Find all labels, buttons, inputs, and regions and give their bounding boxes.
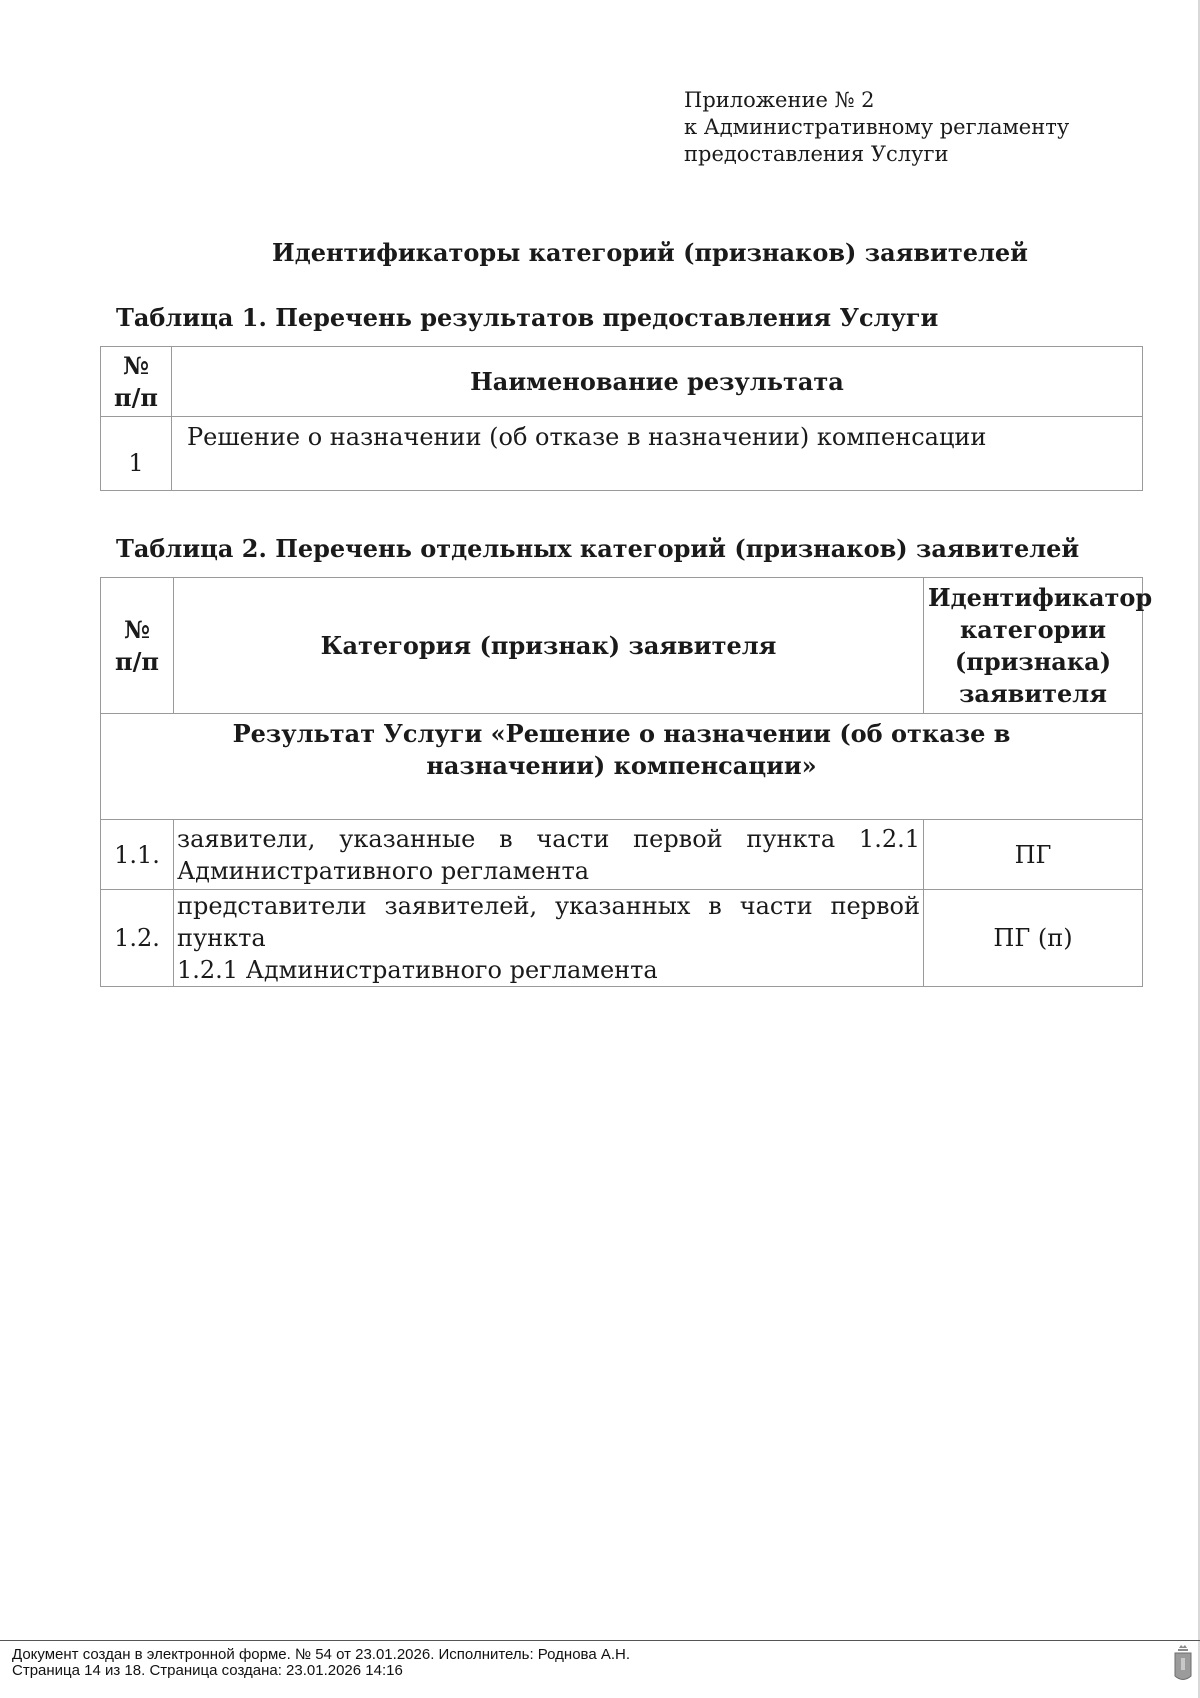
header-category: Категория (признак) заявителя <box>174 578 924 714</box>
row-category <box>174 890 924 987</box>
row-category-line-2: 1.2.1 Административного регламента <box>177 956 658 984</box>
row-num: 1.2. <box>101 890 174 987</box>
appendix-line-1: Приложение № 2 <box>684 88 875 112</box>
appendix-line-3: предоставления Услуги <box>684 142 949 166</box>
table1-caption: Таблица 1. Перечень результатов предоставления Услуги <box>116 303 939 332</box>
row-identifier: ПГ <box>924 820 1143 890</box>
table2-caption: Таблица 2. Перечень отдельных категорий (признаков) заявителей <box>116 534 1080 563</box>
table-row <box>101 820 1143 890</box>
row-category-line-1: представители заявителей, указанных в части первой пункта <box>177 892 920 952</box>
appendix-line-2: к Административному регламенту <box>684 115 1070 139</box>
categories-table <box>100 577 1153 987</box>
row-category-line-1: заявители, указанные в части первой пункта 1.2.1 <box>177 824 920 853</box>
footer <box>12 1647 630 1679</box>
appendix-header <box>684 87 1069 168</box>
results-table <box>100 346 1143 491</box>
row-identifier: ПГ (п) <box>924 890 1143 987</box>
header-num: № п/п <box>101 578 174 714</box>
footer-line-1: Документ создан в электронной форме. № 54 от 23.01.2026. Исполнитель: Роднова А.Н. <box>12 1646 631 1663</box>
table-row <box>101 890 1143 987</box>
row-category <box>174 820 924 890</box>
footer-divider <box>0 1640 1200 1641</box>
header-identifier: Идентификатор категории (признака) заявителя <box>924 578 1143 714</box>
row-num: 1.1. <box>101 820 174 890</box>
table-header-row <box>101 578 1143 714</box>
coat-of-arms-icon <box>1173 1644 1193 1684</box>
row-category-line-2: Административного регламента <box>177 856 590 885</box>
group-row <box>101 714 1143 820</box>
header-num: № п/п <box>101 347 172 417</box>
table-row <box>101 417 1143 491</box>
footer-line-2: Страница 14 из 18. Страница создана: 23.01.2026 14:16 <box>12 1662 403 1679</box>
row-result-name: Решение о назначении (об отказе в назначении) компенсации <box>172 417 1143 491</box>
header-result-name: Наименование результата <box>172 347 1143 417</box>
group-title: Результат Услуги «Решение о назначении (об отказе в назначении) компенсации» <box>101 714 1143 820</box>
row-num: 1 <box>101 417 172 491</box>
page-title: Идентификаторы категорий (признаков) заявителей <box>272 238 1028 267</box>
table-header-row <box>101 347 1143 417</box>
